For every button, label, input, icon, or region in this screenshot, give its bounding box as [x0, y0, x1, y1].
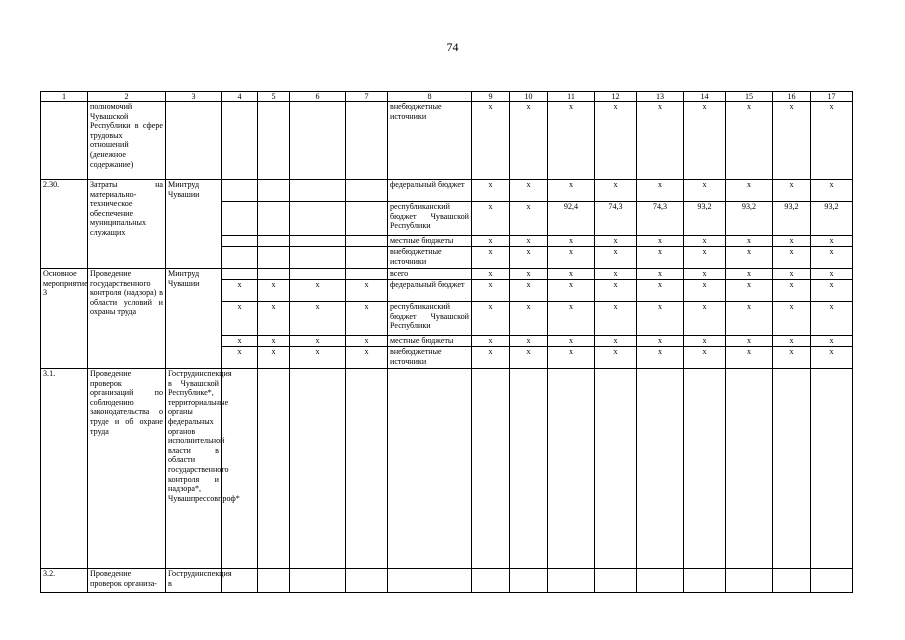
value-cell: х — [510, 302, 548, 336]
value-cell: х — [726, 247, 773, 269]
code-cell: х — [290, 347, 346, 369]
code-cell: х — [290, 280, 346, 302]
code-cell: х — [222, 336, 258, 347]
value-cell: х — [548, 180, 595, 202]
table-row — [41, 269, 853, 280]
value-cell: х — [684, 180, 726, 202]
funding-source: внебюджетные источники — [388, 347, 472, 369]
funding-source: федеральный бюджет — [388, 180, 472, 202]
value-cell: х — [811, 102, 853, 180]
value-cell: х — [811, 180, 853, 202]
value-cell: х — [472, 280, 510, 302]
code-cell: х — [222, 347, 258, 369]
code-cell: х — [290, 302, 346, 336]
column-number-row — [41, 92, 853, 102]
funding-source: федеральный бюджет — [388, 280, 472, 302]
value-cell: х — [510, 280, 548, 302]
code-cell — [290, 269, 346, 280]
code-cell: х — [346, 280, 388, 302]
value-cell: х — [811, 347, 853, 369]
value-cell: х — [510, 202, 548, 236]
value-cell: х — [637, 180, 684, 202]
code-cell — [346, 269, 388, 280]
value-cell: х — [684, 280, 726, 302]
code-cell: х — [290, 336, 346, 347]
activity-name: Проведение государственного контроля (надзора) в области условий и охраны труда — [88, 269, 166, 369]
value-cell: х — [773, 302, 811, 336]
activity-name: Затраты на материально-техническое обеспечение муниципальных служащих — [88, 180, 166, 269]
value-cell: х — [726, 180, 773, 202]
column-header: 14 — [684, 92, 726, 102]
value-cell: х — [510, 236, 548, 247]
value-cell: х — [472, 269, 510, 280]
executor: Гострудинспекция в Чувашской Республике*, территориальные органы федеральных органов исполнительной власти в области государственного контроля и надзора*, Чувашпрессовпроф* — [166, 369, 222, 569]
code-cell: х — [346, 302, 388, 336]
value-cell: х — [684, 269, 726, 280]
value-cell: х — [637, 347, 684, 369]
value-cell: х — [595, 302, 637, 336]
value-cell: х — [548, 269, 595, 280]
value-cell: х — [595, 347, 637, 369]
value-cell: х — [595, 280, 637, 302]
code-cell: х — [346, 336, 388, 347]
value-cell: х — [726, 280, 773, 302]
funding-source: всего — [388, 269, 472, 280]
value-cell: х — [472, 347, 510, 369]
value-cell: х — [510, 247, 548, 269]
value-cell: х — [773, 236, 811, 247]
value-cell: х — [773, 102, 811, 180]
value-cell: х — [472, 180, 510, 202]
funding-source: республиканский бюджет Чувашской Республики — [388, 202, 472, 236]
value-cell: х — [637, 102, 684, 180]
value-cell: х — [811, 247, 853, 269]
value-cell: х — [548, 102, 595, 180]
column-header: 4 — [222, 92, 258, 102]
column-header: 7 — [346, 92, 388, 102]
code-cell: х — [258, 280, 290, 302]
value-cell: х — [726, 336, 773, 347]
table-row — [41, 180, 853, 202]
value-cell: х — [773, 180, 811, 202]
value-cell: х — [595, 180, 637, 202]
value-cell: х — [684, 102, 726, 180]
value-cell: х — [726, 236, 773, 247]
code-cell — [222, 269, 258, 280]
column-header: 5 — [258, 92, 290, 102]
value-cell: х — [510, 347, 548, 369]
value-cell: х — [637, 236, 684, 247]
value-cell: х — [548, 247, 595, 269]
value-cell: х — [510, 180, 548, 202]
value-cell: х — [548, 347, 595, 369]
value-cell: х — [548, 236, 595, 247]
value-cell: х — [548, 336, 595, 347]
executor: Минтруд Чувашии — [166, 180, 222, 269]
value-cell: 93,2 — [811, 202, 853, 236]
column-header: 9 — [472, 92, 510, 102]
value-cell: х — [811, 269, 853, 280]
value-cell: х — [726, 269, 773, 280]
value-cell: х — [637, 247, 684, 269]
value-cell: х — [510, 336, 548, 347]
value-cell: х — [811, 280, 853, 302]
value-cell: 93,2 — [773, 202, 811, 236]
executor: Гострудинспекция в — [166, 569, 222, 593]
code-cell: х — [222, 280, 258, 302]
funding-source: внебюджетные источники — [388, 247, 472, 269]
value-cell: х — [472, 336, 510, 347]
value-cell: х — [637, 336, 684, 347]
value-cell: х — [472, 247, 510, 269]
value-cell: х — [510, 102, 548, 180]
column-header: 12 — [595, 92, 637, 102]
value-cell: х — [472, 236, 510, 247]
row-number: Основное мероприятие 3 — [41, 269, 88, 369]
row-number: 3.1. — [41, 369, 88, 569]
code-cell: х — [258, 347, 290, 369]
executor: Минтруд Чувашии — [166, 269, 222, 369]
column-header: 8 — [388, 92, 472, 102]
row-number: 2.30. — [41, 180, 88, 269]
code-cell: х — [258, 336, 290, 347]
column-header: 11 — [548, 92, 595, 102]
row-number: 3.2. — [41, 569, 88, 593]
column-header: 2 — [88, 92, 166, 102]
activity-name: Проведение проверок организаций по соблюдению законодательства о труде и об охране труда — [88, 369, 166, 569]
column-header: 17 — [811, 92, 853, 102]
value-cell: х — [726, 302, 773, 336]
value-cell: х — [773, 347, 811, 369]
value-cell: х — [510, 269, 548, 280]
activity-name: полномочий Чувашской Республики в сфере трудовых отношений (денежное содержание) — [88, 102, 166, 180]
table-row — [41, 102, 853, 180]
value-cell: 93,2 — [726, 202, 773, 236]
value-cell: х — [773, 280, 811, 302]
column-header: 1 — [41, 92, 88, 102]
value-cell: х — [811, 236, 853, 247]
table-row — [41, 569, 853, 593]
value-cell: х — [637, 302, 684, 336]
value-cell: х — [637, 280, 684, 302]
code-cell: х — [258, 302, 290, 336]
value-cell: х — [684, 236, 726, 247]
value-cell: х — [472, 102, 510, 180]
value-cell: х — [773, 336, 811, 347]
value-cell: х — [684, 336, 726, 347]
column-header: 16 — [773, 92, 811, 102]
funding-source: внебюджетные источники — [388, 102, 472, 180]
funding-source: местные бюджеты — [388, 336, 472, 347]
value-cell: х — [595, 236, 637, 247]
value-cell: х — [595, 336, 637, 347]
value-cell: х — [472, 202, 510, 236]
value-cell: х — [684, 347, 726, 369]
value-cell: х — [811, 336, 853, 347]
column-header: 10 — [510, 92, 548, 102]
value-cell: х — [548, 302, 595, 336]
value-cell: х — [726, 347, 773, 369]
value-cell: х — [726, 102, 773, 180]
value-cell: х — [548, 280, 595, 302]
value-cell: х — [595, 269, 637, 280]
column-header: 13 — [637, 92, 684, 102]
value-cell: 74,3 — [595, 202, 637, 236]
code-cell: х — [346, 347, 388, 369]
column-header: 3 — [166, 92, 222, 102]
value-cell: х — [684, 247, 726, 269]
code-cell: х — [222, 302, 258, 336]
activity-name: Проведение проверок организа- — [88, 569, 166, 593]
column-header: 6 — [290, 92, 346, 102]
value-cell: х — [773, 269, 811, 280]
program-table — [40, 91, 853, 593]
value-cell: х — [595, 102, 637, 180]
page-number: 74 — [446, 40, 459, 54]
value-cell: 93,2 — [684, 202, 726, 236]
table-row — [41, 369, 853, 569]
code-cell — [258, 269, 290, 280]
value-cell: 92,4 — [548, 202, 595, 236]
funding-source: республиканский бюджет Чувашской Республики — [388, 302, 472, 336]
column-header: 15 — [726, 92, 773, 102]
value-cell: х — [637, 269, 684, 280]
value-cell: х — [472, 302, 510, 336]
value-cell: х — [595, 247, 637, 269]
funding-source: местные бюджеты — [388, 236, 472, 247]
value-cell: х — [684, 302, 726, 336]
value-cell: х — [773, 247, 811, 269]
value-cell: х — [811, 302, 853, 336]
value-cell: 74,3 — [637, 202, 684, 236]
